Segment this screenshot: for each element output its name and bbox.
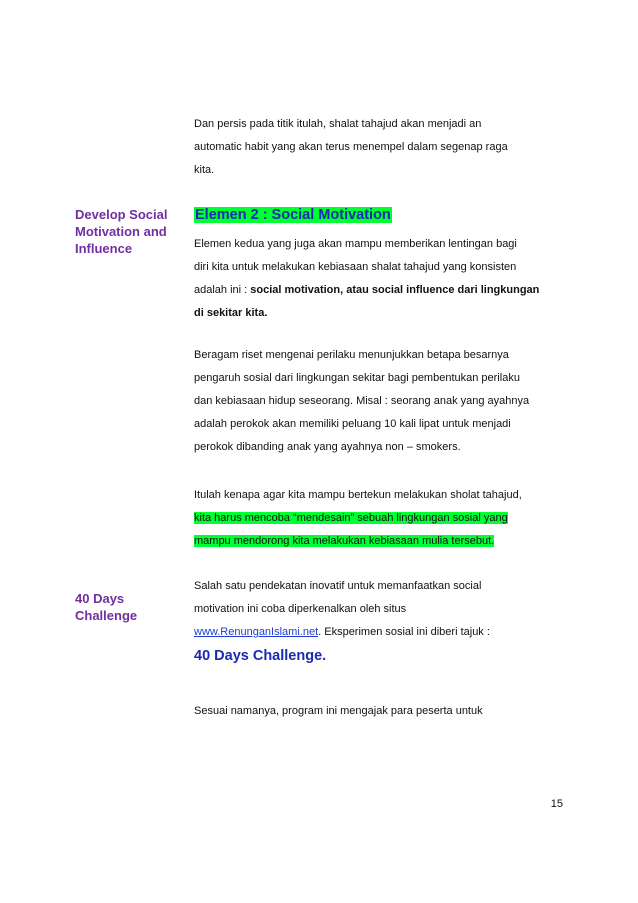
highlighted-text: mampu mendorong kita melakukan kebiasaan mulia tersebut. — [194, 535, 495, 547]
text-segment: adalah ini : — [194, 284, 251, 296]
text-line: Salah satu pendekatan inovatif untuk memanfaatkan social — [194, 580, 482, 592]
sesuai-paragraph — [194, 700, 564, 723]
website-link[interactable]: www.RenunganIslami.net — [194, 626, 319, 638]
text-line — [194, 302, 564, 325]
text-line: Itulah kenapa agar kita mampu bertekun melakukan sholat tahajud, — [194, 489, 522, 501]
text-line — [194, 507, 564, 530]
text-line: dan kebiasaan hidup seseorang. Misal : seorang anak yang ayahnya — [194, 395, 530, 407]
text-line: perokok dibanding anak yang ayahnya non – smokers. — [194, 441, 461, 453]
section-heading — [194, 205, 564, 225]
sidebar-line: Motivation and — [75, 224, 167, 239]
sidebar-heading-40-days — [75, 590, 180, 624]
text-line — [194, 621, 564, 644]
text-line: Beragam riset mengenai perilaku menunjukkan betapa besarnya — [194, 349, 509, 361]
text-line — [194, 279, 564, 302]
text-segment: . Eksperimen sosial ini diberi tajuk : — [318, 626, 490, 638]
text-line: kita. — [194, 164, 215, 176]
text-line: motivation ini coba diperkenalkan oleh situs — [194, 603, 407, 615]
text-line: pengaruh sosial dari lingkungan sekitar bagi pembentukan perilaku — [194, 372, 520, 384]
text-line: Dan persis pada titik itulah, shalat tahajud akan menjadi an — [194, 118, 482, 130]
research-paragraph — [194, 344, 564, 459]
sidebar-line: Influence — [75, 241, 133, 256]
text-line: diri kita untuk melakukan kebiasaan shalat tahajud yang konsisten — [194, 261, 517, 273]
section-heading-text: Elemen 2 : Social Motivation — [195, 207, 391, 223]
intro-paragraph — [194, 113, 564, 182]
salah-paragraph — [194, 575, 564, 666]
sidebar-line: Challenge — [75, 608, 138, 623]
element2-paragraph — [194, 233, 564, 325]
bold-text: social motivation, atau social influence dari lingkungan — [250, 284, 540, 296]
page-number: 15 — [550, 798, 563, 810]
highlighted-text: kita harus mencoba “mendesain” sebuah lingkungan sosial yang — [194, 512, 508, 524]
sidebar-line: 40 Days — [75, 591, 125, 606]
text-line: Elemen kedua yang juga akan mampu memberikan lentingan bagi — [194, 238, 517, 250]
itulah-paragraph — [194, 484, 564, 553]
element2-section — [194, 205, 564, 225]
text-line: automatic habit yang akan terus menempel dalam segenap raga — [194, 141, 508, 153]
challenge-heading: 40 Days Challenge. — [194, 648, 327, 664]
sidebar-line: Develop Social — [75, 207, 168, 222]
text-line — [194, 530, 564, 553]
sidebar-heading-develop-social — [75, 206, 180, 257]
bold-text: di sekitar kita. — [194, 307, 268, 319]
text-line: adalah perokok akan memiliki peluang 10 kali lipat untuk menjadi — [194, 418, 511, 430]
text-line: Sesuai namanya, program ini mengajak para peserta untuk — [194, 705, 483, 717]
